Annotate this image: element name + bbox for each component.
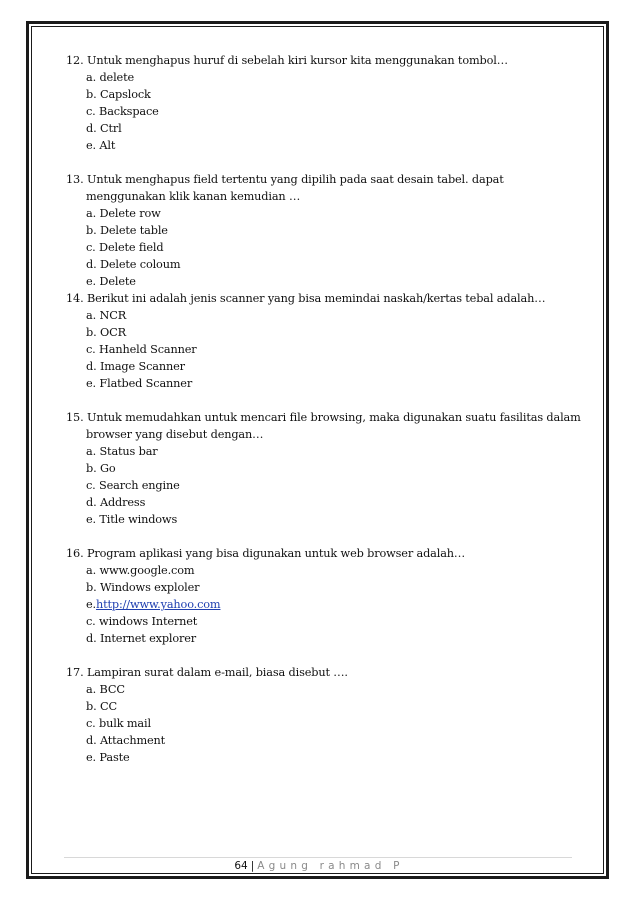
- question-14: [66, 290, 586, 392]
- footer-separator: |: [250, 860, 255, 872]
- option-d: d. Delete coloum: [86, 258, 181, 271]
- option-b: b. Delete table: [86, 224, 168, 237]
- question-15: [66, 409, 586, 528]
- option-a: a. BCC: [86, 683, 125, 696]
- option-b: b. Capslock: [86, 88, 151, 101]
- option-a: a. delete: [86, 71, 135, 84]
- option-a: a. NCR: [86, 309, 127, 322]
- question-13: [66, 171, 586, 290]
- question-16: [66, 545, 586, 647]
- yahoo-link[interactable]: http://www.yahoo.com: [95, 598, 221, 611]
- footer-divider: [64, 857, 572, 858]
- option-e: e. Alt: [86, 139, 116, 152]
- page-number: 64: [234, 860, 248, 872]
- question-list: [66, 52, 586, 766]
- option-b: b. Go: [86, 462, 116, 475]
- option-e: e. Delete: [86, 275, 136, 288]
- question-stem: 17. Lampiran surat dalam e-mail, biasa disebut ….: [66, 666, 348, 679]
- option-e: e. Title windows: [86, 513, 178, 526]
- option-e: e. Flatbed Scanner: [86, 377, 193, 390]
- option-e-prefix: e.: [86, 598, 96, 611]
- footer-author: Agung rahmad P: [257, 860, 404, 872]
- option-d: d. Internet explorer: [86, 632, 197, 645]
- question-stem: 12. Untuk menghapus huruf di sebelah kiri kursor kita menggunakan tombol…: [66, 54, 508, 67]
- option-b: b. CC: [86, 700, 117, 713]
- option-c: c. Delete field: [86, 241, 164, 254]
- option-b: b. Windows exploler: [86, 581, 200, 594]
- option-c: c. Backspace: [86, 105, 159, 118]
- question-stem-continued: browser yang disebut dengan…: [86, 428, 264, 441]
- option-a: a. Status bar: [86, 445, 158, 458]
- question-12: [66, 52, 586, 154]
- page-footer: [0, 859, 638, 873]
- question-stem: 13. Untuk menghapus field tertentu yang dipilih pada saat desain tabel. dapat: [66, 173, 504, 186]
- option-e: e. Paste: [86, 751, 130, 764]
- option-a: a. Delete row: [86, 207, 161, 220]
- option-c: c. Search engine: [86, 479, 180, 492]
- question-17: [66, 664, 586, 766]
- option-a: a. www.google.com: [86, 564, 195, 577]
- option-d: d. Ctrl: [86, 122, 122, 135]
- question-stem: 16. Program aplikasi yang bisa digunakan untuk web browser adalah…: [66, 547, 466, 560]
- option-d: d. Address: [86, 496, 146, 509]
- question-stem: 14. Berikut ini adalah jenis scanner yang bisa memindai naskah/kertas tebal adalah…: [66, 292, 546, 305]
- option-c: c. windows Internet: [86, 615, 198, 628]
- question-stem: 15. Untuk memudahkan untuk mencari file browsing, maka digunakan suatu fasilitas dalam: [66, 411, 581, 424]
- option-c: c. bulk mail: [86, 717, 151, 730]
- option-d: d. Attachment: [86, 734, 166, 747]
- option-e-link-line: [66, 596, 586, 613]
- option-b: b. OCR: [86, 326, 126, 339]
- option-d: d. Image Scanner: [86, 360, 185, 373]
- option-c: c. Hanheld Scanner: [86, 343, 197, 356]
- question-stem-continued: menggunakan klik kanan kemudian …: [86, 190, 301, 203]
